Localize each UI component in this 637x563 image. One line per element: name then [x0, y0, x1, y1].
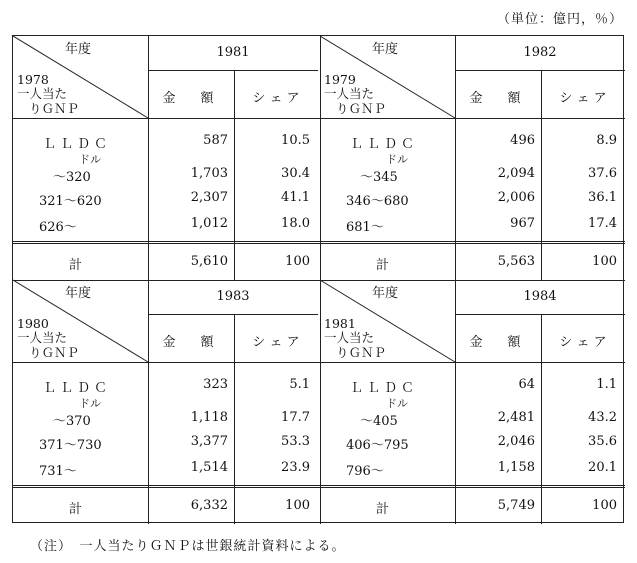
share-header: シ ェ ア [559, 335, 607, 350]
header-bottom [13, 118, 625, 119]
gnp-label-line1: 一人当た [324, 86, 375, 101]
amount-header: 金 額 [162, 91, 220, 106]
share-value: 5.1 [289, 377, 310, 392]
gnp-label-line1: 一人当た [324, 330, 375, 345]
amount-value: 587 [203, 133, 228, 148]
gnp-base-year: 1978 [17, 72, 49, 87]
block-separator [13, 280, 625, 281]
row-label: ＬＬＤＣ [43, 381, 112, 396]
row-label: ＬＬＤＣ [350, 381, 419, 396]
total-separator [13, 485, 625, 488]
total-amount: 6,332 [190, 498, 228, 513]
row-label: 346～680 [346, 194, 409, 209]
footnote: （注） 一人当たりＧＮＰは世銀統計資料による。 [30, 539, 346, 554]
share-value: 17.7 [281, 410, 310, 425]
amount-value: 2,046 [497, 434, 535, 449]
share-value: 10.5 [281, 133, 310, 148]
unit-label: （単位：億円，％） [496, 12, 623, 27]
dollar-unit: ドル [79, 397, 101, 410]
year-separator [148, 314, 318, 315]
total-share: 100 [285, 498, 310, 513]
share-value: 30.4 [281, 166, 310, 181]
dollar-unit: ドル [386, 153, 408, 166]
fiscal-year: 1984 [523, 289, 557, 304]
row-label: ～405 [360, 414, 398, 429]
share-value: 23.9 [281, 460, 310, 475]
share-header: シ ェ ア [252, 335, 300, 350]
amount-value: 496 [510, 133, 535, 148]
gnp-label-line1: 一人当た [17, 86, 68, 101]
total-label: 計 [376, 258, 390, 273]
row-label: 681～ [346, 220, 384, 235]
row-label: 321～620 [39, 194, 102, 209]
year-separator [455, 314, 625, 315]
total-amount: 5,610 [190, 254, 228, 269]
row-label: 371～730 [39, 438, 102, 453]
amount-value: 2,481 [497, 410, 535, 425]
gnp-base-year: 1980 [17, 316, 49, 331]
amount-header: 金 額 [162, 335, 220, 350]
data-table [12, 35, 624, 523]
total-amount: 5,749 [497, 498, 535, 513]
year-separator [455, 70, 625, 71]
amount-value: 1,514 [190, 460, 228, 475]
fiscal-year: 1983 [216, 289, 250, 304]
share-header: シ ェ ア [252, 91, 300, 106]
amount-header: 金 額 [469, 335, 527, 350]
header-year-label: 年度 [65, 286, 92, 301]
row-label: ～370 [53, 414, 91, 429]
row-label: ＬＬＤＣ [43, 137, 112, 152]
fiscal-year: 1982 [523, 45, 557, 60]
share-value: 37.6 [588, 166, 617, 181]
gnp-base-year: 1979 [324, 72, 356, 87]
gnp-base-year: 1981 [324, 316, 356, 331]
amount-value: 323 [203, 377, 228, 392]
header-year-label: 年度 [65, 42, 92, 57]
dollar-unit: ドル [386, 397, 408, 410]
header-year-label: 年度 [372, 42, 399, 57]
share-value: 36.1 [588, 190, 617, 205]
row-label: ～320 [53, 170, 91, 185]
share-header: シ ェ ア [559, 91, 607, 106]
share-value: 53.3 [281, 434, 310, 449]
row-label: ＬＬＤＣ [350, 137, 419, 152]
total-share: 100 [592, 498, 617, 513]
dollar-unit: ドル [79, 153, 101, 166]
header-diagonals [13, 36, 623, 522]
share-value: 18.0 [281, 216, 310, 231]
amount-value: 1,703 [190, 166, 228, 181]
row-label: 406～795 [346, 438, 409, 453]
amount-value: 1,012 [190, 216, 228, 231]
row-label: 731～ [39, 464, 77, 479]
total-label: 計 [69, 258, 83, 273]
row-label: 796～ [346, 464, 384, 479]
amount-header: 金 額 [469, 91, 527, 106]
gnp-label-line2: りＧＮＰ [336, 345, 387, 360]
gnp-label-line1: 一人当た [17, 330, 68, 345]
share-value: 17.4 [588, 216, 617, 231]
total-share: 100 [592, 254, 617, 269]
gnp-label-line2: りＧＮＰ [29, 345, 80, 360]
total-separator [13, 241, 625, 244]
share-value: 35.6 [588, 434, 617, 449]
gnp-label-line2: りＧＮＰ [29, 101, 80, 116]
total-share: 100 [285, 254, 310, 269]
share-value: 20.1 [588, 460, 617, 475]
amount-value: 2,307 [190, 190, 228, 205]
amount-value: 3,377 [190, 434, 228, 449]
fiscal-year: 1981 [216, 45, 250, 60]
amount-value: 2,006 [497, 190, 535, 205]
total-amount: 5,563 [497, 254, 535, 269]
share-value: 43.2 [588, 410, 617, 425]
row-label: 626～ [39, 220, 77, 235]
gnp-label-line2: りＧＮＰ [336, 101, 387, 116]
total-label: 計 [376, 502, 390, 517]
amount-value: 1,158 [497, 460, 535, 475]
share-value: 41.1 [281, 190, 310, 205]
header-year-label: 年度 [372, 286, 399, 301]
header-bottom [13, 362, 625, 363]
year-separator [148, 70, 318, 71]
row-label: ～345 [360, 170, 398, 185]
amount-value: 2,094 [497, 166, 535, 181]
share-value: 8.9 [596, 133, 617, 148]
total-label: 計 [69, 502, 83, 517]
amount-value: 1,118 [190, 410, 228, 425]
amount-value: 64 [518, 377, 535, 392]
share-value: 1.1 [596, 377, 617, 392]
amount-value: 967 [510, 216, 535, 231]
